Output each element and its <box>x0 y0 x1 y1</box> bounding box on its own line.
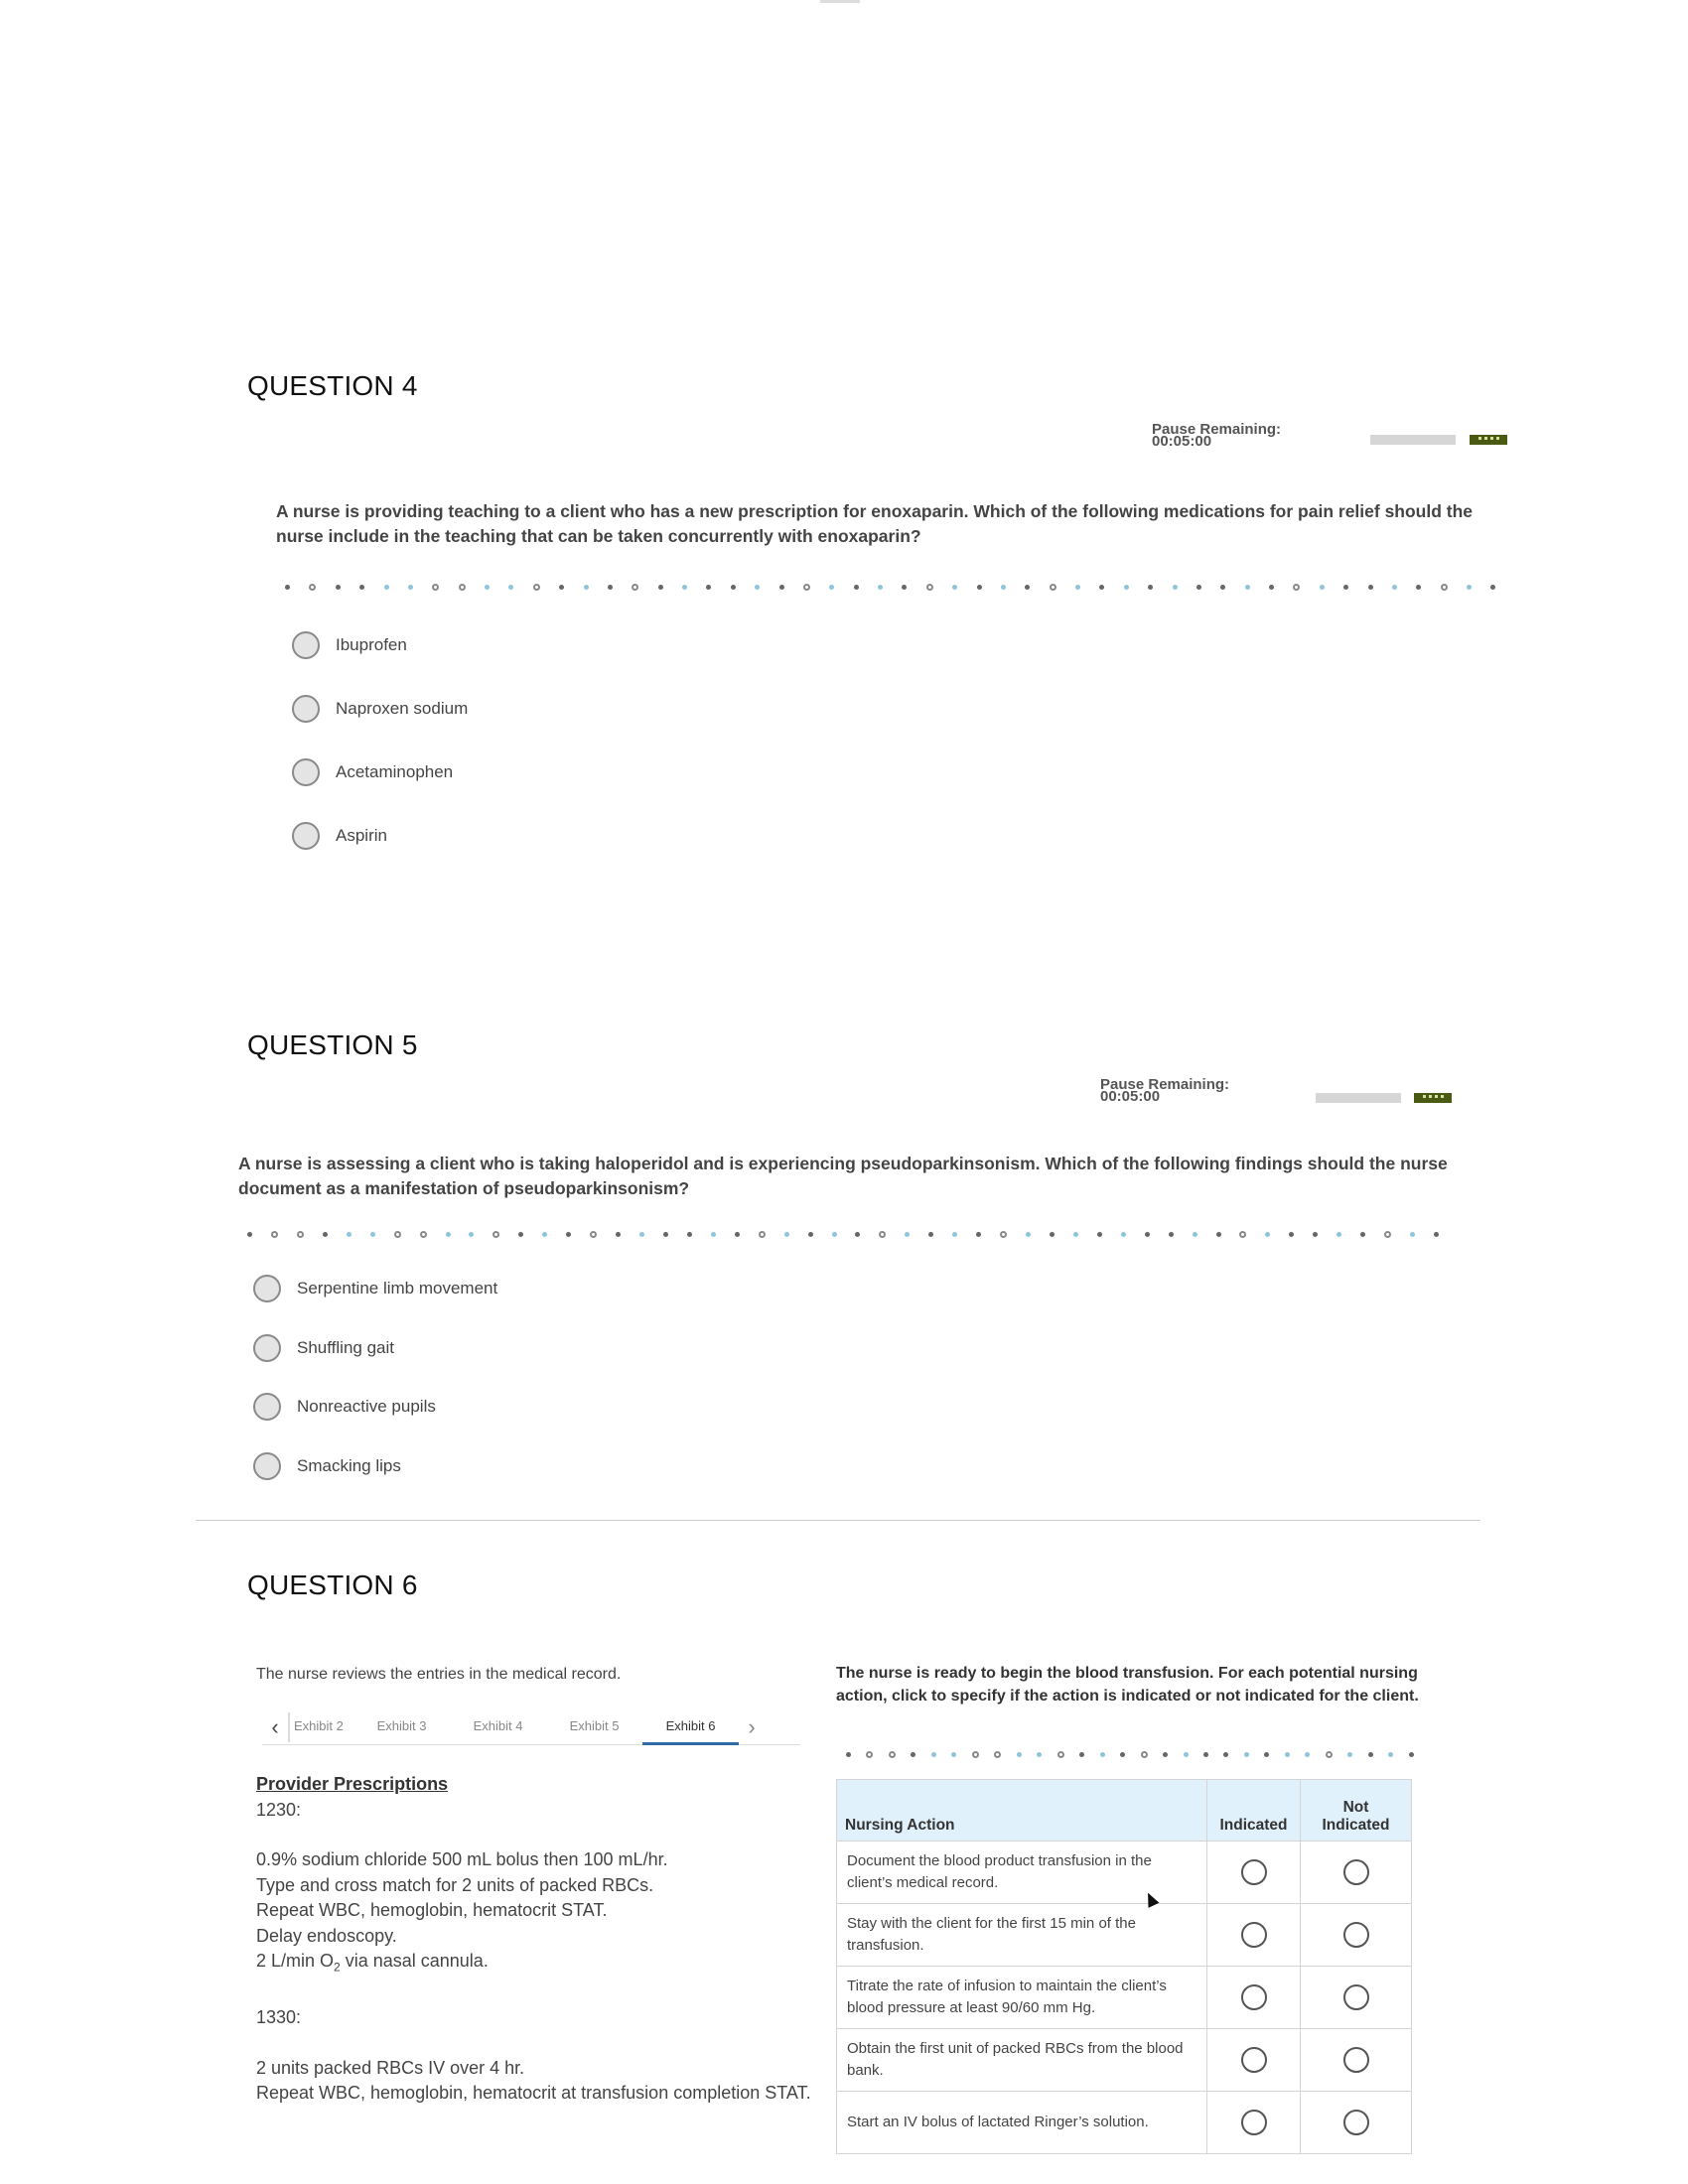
table-header-row <box>837 1780 1412 1842</box>
radio-button-icon[interactable] <box>253 1452 281 1480</box>
question-5-stem: A nurse is assessing a client who is taking haloperidol and is experiencing pseudoparkinsonism. Which of the following findings should the nurse document as a manifestation of pseudoparkinsonism? <box>238 1154 1448 1198</box>
prescription-entry: Repeat WBC, hemoglobin, hematocrit at transfusion completion STAT. <box>256 2083 811 2104</box>
q5-option-label: Nonreactive pupils <box>297 1397 436 1416</box>
time-1230: 1230: <box>256 1799 302 1820</box>
q4-option-label: Aspirin <box>336 826 387 845</box>
pause-progress-bar <box>1370 435 1456 445</box>
radio-button-icon[interactable] <box>1241 2110 1267 2135</box>
indicated-cell[interactable] <box>1207 1842 1301 1904</box>
oxygen-text: 2 L/min O <box>256 1951 335 1971</box>
indicated-cell[interactable] <box>1207 2029 1301 2092</box>
radio-button-icon[interactable] <box>1343 2110 1369 2135</box>
section-divider <box>196 1520 1480 1521</box>
not-indicated-cell[interactable] <box>1301 2029 1412 2092</box>
action-text: Titrate the rate of infusion to maintain the client’s blood pressure at least 90/60 mm Hg. <box>837 1967 1207 2029</box>
pause-progress-bar <box>1316 1093 1401 1103</box>
radio-button-icon[interactable] <box>292 822 320 850</box>
indicated-cell[interactable] <box>1207 1904 1301 1967</box>
prescriptions-title: Provider Prescriptions <box>256 1774 449 1794</box>
prescription-entry: Repeat WBC, hemoglobin, hematocrit STAT. <box>256 1900 608 1920</box>
oxygen-text-post: via nasal cannula. <box>340 1951 489 1971</box>
question-4-divider-dots <box>285 584 1496 591</box>
not-indicated-cell[interactable] <box>1301 2092 1412 2154</box>
action-text: Stay with the client for the first 15 min of the transfusion. <box>837 1904 1207 1967</box>
q4-option-2[interactable] <box>292 695 468 723</box>
radio-button-icon[interactable] <box>253 1334 281 1362</box>
q4-option-4[interactable] <box>292 822 387 850</box>
time-1330: 1330: <box>256 2007 302 2028</box>
not-indicated-label: Not Indicated <box>1322 1799 1390 1834</box>
action-text: Start an IV bolus of lactated Ringer’s solution. <box>837 2092 1207 2154</box>
table-row <box>837 2029 1412 2092</box>
pause-remaining-text: Pause Remaining: 00:05:00 <box>1100 1076 1230 1105</box>
prescription-entry: 2 units packed RBCs IV over 4 hr. <box>256 2057 525 2078</box>
q5-option-2[interactable] <box>253 1334 394 1362</box>
indicated-cell[interactable] <box>1207 1967 1301 2029</box>
page-top-fragment <box>820 0 860 3</box>
not-indicated-cell[interactable] <box>1301 1842 1412 1904</box>
radio-button-icon[interactable] <box>1241 1984 1267 2010</box>
medical-record-intro: The nurse reviews the entries in the medical record. <box>256 1666 622 1683</box>
tab-exhibit-6[interactable]: Exhibit 6 <box>642 1709 739 1745</box>
q5-option-3[interactable] <box>253 1393 436 1421</box>
prescription-entry-oxygen <box>256 1949 812 1980</box>
tab-exhibit-3[interactable]: Exhibit 3 <box>376 1717 427 1733</box>
q4-option-1[interactable] <box>292 631 407 659</box>
q4-option-label: Naproxen sodium <box>336 699 469 718</box>
column-header-action: Nursing Action <box>837 1780 1207 1842</box>
radio-button-icon[interactable] <box>1241 1922 1267 1948</box>
table-row <box>837 1842 1412 1904</box>
exhibit-tabs <box>262 1709 800 1745</box>
q4-option-label: Ibuprofen <box>336 635 407 654</box>
prescription-entry: Type and cross match for 2 units of packed RBCs. <box>256 1874 654 1895</box>
action-text: Obtain the first unit of packed RBCs from the blood bank. <box>837 2029 1207 2092</box>
radio-button-icon[interactable] <box>1343 1859 1369 1885</box>
tab-exhibit-4[interactable]: Exhibit 4 <box>473 1717 523 1733</box>
radio-button-icon[interactable] <box>1241 1859 1267 1885</box>
radio-button-icon[interactable] <box>1241 2047 1267 2073</box>
radio-button-icon[interactable] <box>1343 1922 1369 1948</box>
pause-remaining-text: Pause Remaining: 00:05:00 <box>1152 421 1282 450</box>
q4-option-3[interactable] <box>292 758 453 786</box>
prescription-entry: 0.9% sodium chloride 500 mL bolus then 100 mL/hr. <box>256 1849 668 1869</box>
prescription-entry: Delay endoscopy. <box>256 1925 397 1946</box>
question-5-heading: QUESTION 5 <box>247 1029 418 1060</box>
oxygen-subscript: 2 <box>334 1960 341 1975</box>
chevron-right-icon[interactable]: › <box>748 1713 756 1739</box>
not-indicated-cell[interactable] <box>1301 1904 1412 1967</box>
provider-prescriptions <box>256 1772 812 2107</box>
action-text: Document the blood product transfusion in the client’s medical record. <box>837 1842 1207 1904</box>
tab-exhibit-2[interactable]: Exhibit 2 <box>294 1717 344 1733</box>
question-6-divider-dots <box>846 1751 1414 1758</box>
radio-button-icon[interactable] <box>253 1393 281 1421</box>
pause-button[interactable] <box>1470 435 1507 445</box>
table-row <box>837 1904 1412 1967</box>
chevron-left-icon[interactable]: ‹ <box>271 1713 279 1739</box>
question-5-divider-dots <box>247 1231 1439 1238</box>
q5-option-label: Smacking lips <box>297 1456 401 1475</box>
radio-button-icon[interactable] <box>1343 1984 1369 2010</box>
question-4-stem: A nurse is providing teaching to a client who has a new prescription for enoxaparin. Which of the following medications for pain relief should the nurse include in the teaching that can be taken concurrently with enoxaparin? <box>276 501 1474 546</box>
radio-button-icon[interactable] <box>292 695 320 723</box>
question-4-heading: QUESTION 4 <box>247 370 418 401</box>
q5-option-4[interactable] <box>253 1452 401 1480</box>
question-6-heading: QUESTION 6 <box>247 1570 418 1600</box>
table-row <box>837 2092 1412 2154</box>
radio-button-icon[interactable] <box>253 1275 281 1302</box>
radio-button-icon[interactable] <box>292 631 320 659</box>
table-row <box>837 1967 1412 2029</box>
radio-button-icon[interactable] <box>1343 2047 1369 2073</box>
q5-option-1[interactable] <box>253 1275 497 1302</box>
pause-button[interactable] <box>1414 1093 1452 1103</box>
radio-button-icon[interactable] <box>292 758 320 786</box>
tab-separator <box>288 1712 290 1742</box>
q5-option-label: Shuffling gait <box>297 1338 394 1357</box>
q4-option-label: Acetaminophen <box>336 762 454 781</box>
nursing-action-table <box>836 1779 1412 2154</box>
indicated-cell[interactable] <box>1207 2092 1301 2154</box>
column-header-not-indicated <box>1301 1780 1412 1842</box>
not-indicated-cell[interactable] <box>1301 1967 1412 2029</box>
task-instructions: The nurse is ready to begin the blood transfusion. For each potential nursing action, click to specify if the action is indicated or not indicated for the client. <box>836 1665 1419 1705</box>
q5-option-label: Serpentine limb movement <box>297 1279 498 1297</box>
column-header-indicated: Indicated <box>1207 1780 1301 1842</box>
tab-exhibit-5[interactable]: Exhibit 5 <box>569 1717 620 1733</box>
